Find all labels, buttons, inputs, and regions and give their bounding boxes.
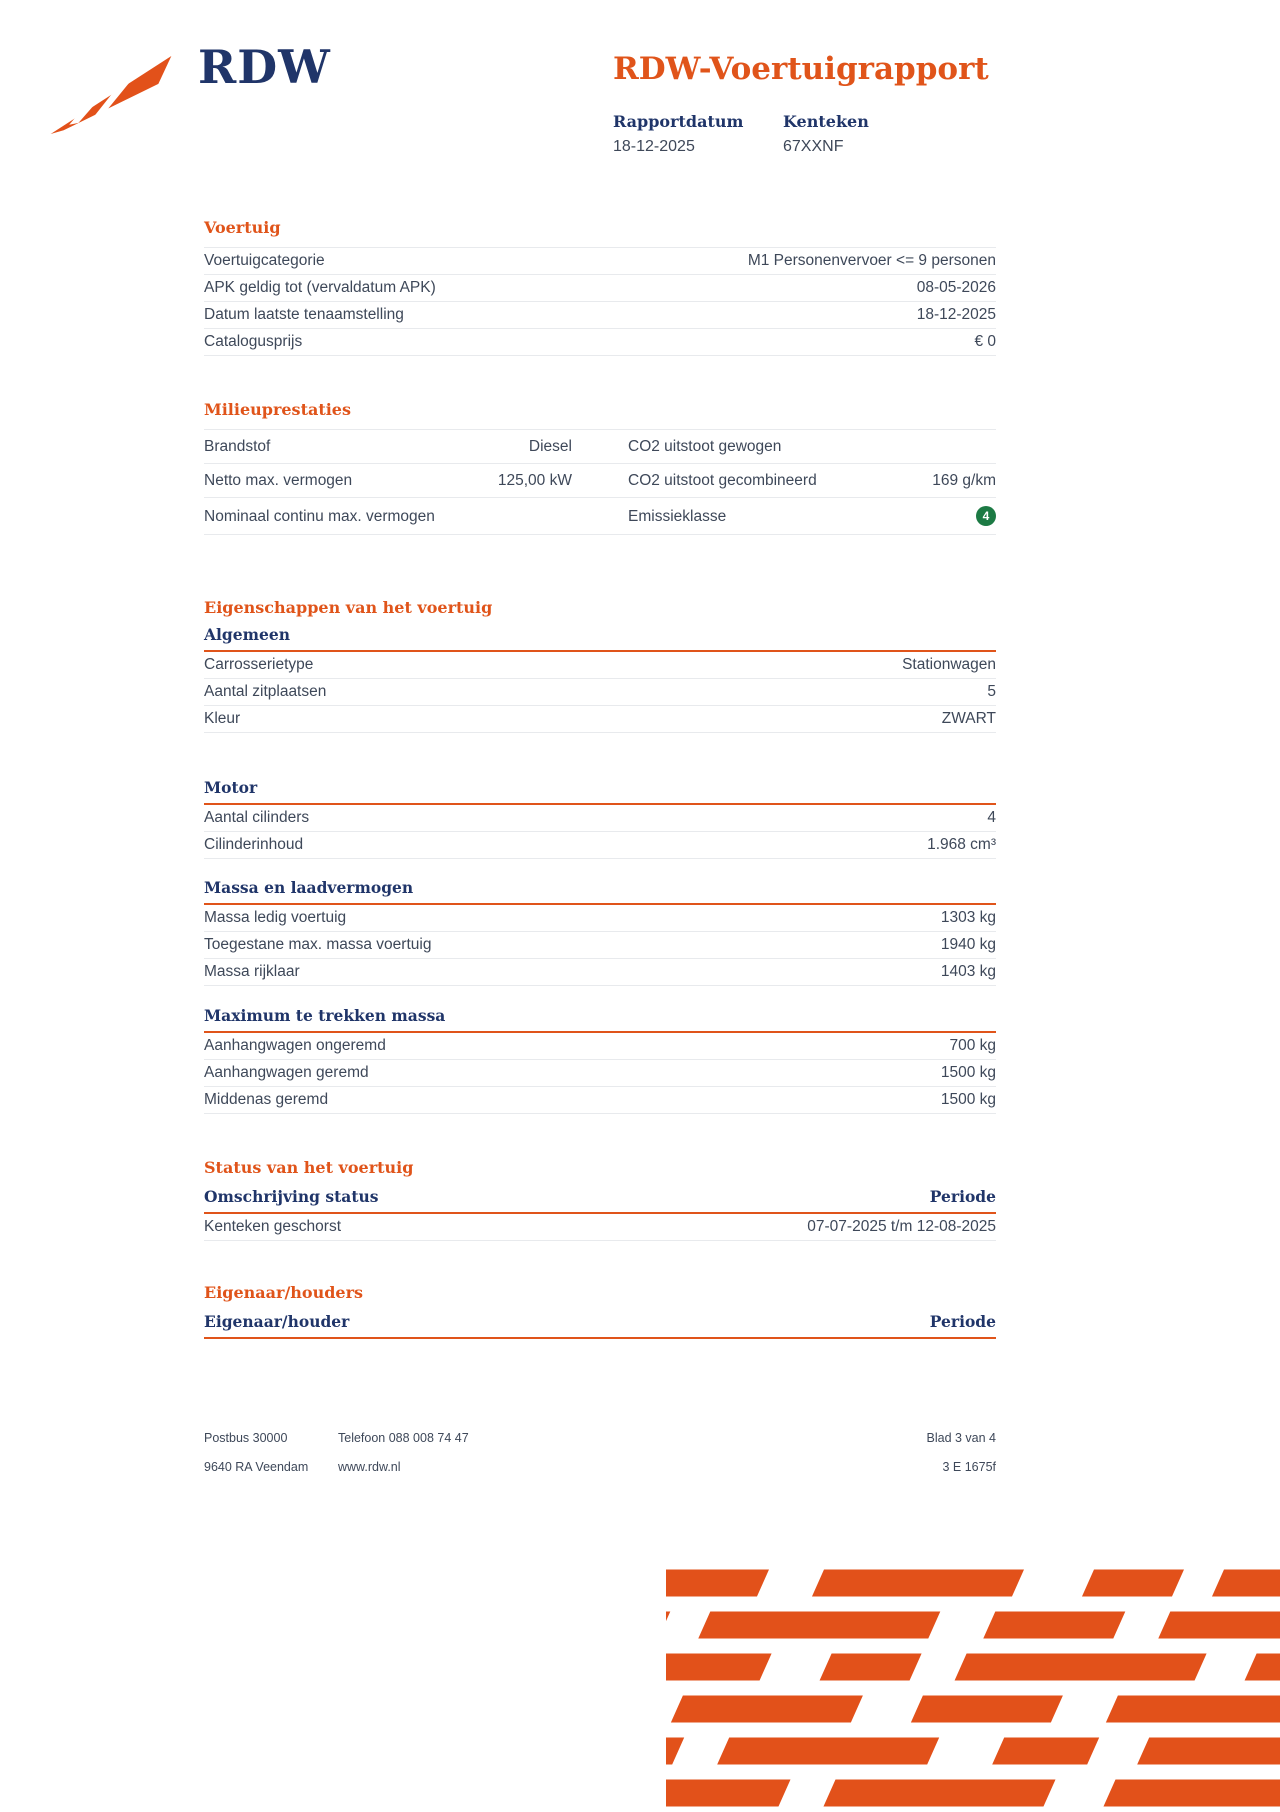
- table-row: [204, 1214, 996, 1241]
- row-value: M1 Personenvervoer <= 9 personen: [747, 252, 996, 269]
- row-label: Cilinderinhoud: [204, 836, 304, 853]
- table-row: [204, 905, 996, 932]
- table-cell: [204, 508, 572, 525]
- row-value: 4: [987, 809, 996, 826]
- table-row: [204, 275, 996, 302]
- row-label: CO2 uitstoot gewogen: [628, 438, 782, 455]
- group-title: Maximum te trekken massa: [204, 1006, 996, 1033]
- table-row: [204, 706, 996, 733]
- table-row: [204, 498, 996, 535]
- section-heading: Status van het voertuig: [204, 1158, 414, 1177]
- table-row: [204, 1087, 996, 1114]
- section-milieuprestaties: [204, 400, 996, 535]
- row-value: ZWART: [941, 710, 996, 727]
- row-value: 1940 kg: [940, 936, 996, 953]
- group-title: Algemeen: [204, 625, 996, 652]
- page-title: RDW-Voertuigrapport: [613, 51, 989, 87]
- row-value: 07-07-2025 t/m 12-08-2025: [807, 1218, 996, 1235]
- group-motor: [204, 778, 996, 859]
- table-row: [204, 832, 996, 859]
- row-label: Netto max. vermogen: [204, 472, 353, 489]
- report-header: [613, 50, 1080, 156]
- row-value: € 0: [974, 333, 996, 350]
- status-table-header: [204, 1187, 996, 1214]
- row-value: 5: [987, 683, 996, 700]
- row-value: 1303 kg: [940, 909, 996, 926]
- row-label: Emissieklasse: [628, 507, 727, 525]
- license-plate-block: [783, 112, 953, 156]
- footer-phone: Telefoon 088 008 74 47: [338, 1431, 469, 1445]
- emission-class-badge: 4: [976, 506, 996, 526]
- row-label: Middenas geremd: [204, 1091, 329, 1108]
- footer-paging: [927, 1432, 997, 1490]
- periode-col-header: Periode: [929, 1187, 996, 1206]
- table-row: [204, 464, 996, 498]
- row-label: Carrosserietype: [204, 656, 314, 673]
- report-date-block: [613, 112, 783, 156]
- group-table: [204, 652, 996, 733]
- row-value: 1500 kg: [940, 1064, 996, 1081]
- table-row: [204, 248, 996, 275]
- table-cell: [628, 438, 996, 455]
- group-trekken-massa: [204, 1006, 996, 1114]
- status-col-header: Omschrijving status: [204, 1187, 379, 1206]
- row-value: 125,00 kW: [497, 472, 572, 489]
- table-row: [204, 430, 996, 464]
- row-value: 08-05-2026: [916, 279, 996, 296]
- table-row: [204, 679, 996, 706]
- footer-decorative-pattern: [666, 1565, 1280, 1812]
- report-date-value: 18-12-2025: [613, 138, 695, 155]
- table-cell: [628, 506, 996, 526]
- row-label: CO2 uitstoot gecombineerd: [628, 472, 817, 489]
- footer-page-indicator: Blad 3 van 4: [926, 1431, 996, 1445]
- voertuig-table: [204, 247, 996, 356]
- row-label: Aanhangwagen geremd: [204, 1064, 369, 1081]
- section-status: [204, 1158, 996, 1241]
- section-heading: Voertuig: [204, 218, 281, 237]
- table-row: [204, 652, 996, 679]
- section-eigenschappen: [204, 598, 996, 1128]
- row-label: Datum laatste tenaamstelling: [204, 306, 404, 323]
- row-label: Aantal cilinders: [204, 809, 310, 826]
- row-label: Massa ledig voertuig: [204, 909, 347, 926]
- footer-doc-code: 3 E 1675f: [942, 1460, 996, 1474]
- report-meta: [613, 112, 1080, 156]
- license-plate-label: Kenteken: [783, 112, 869, 131]
- group-algemeen: [204, 625, 996, 733]
- table-row: [204, 932, 996, 959]
- row-value: 169 g/km: [932, 472, 996, 489]
- row-label: APK geldig tot (vervaldatum APK): [204, 279, 436, 296]
- row-value: 700 kg: [949, 1037, 996, 1054]
- section-heading: Eigenschappen van het voertuig: [204, 598, 493, 617]
- rdw-logo-icon: [50, 56, 172, 139]
- page-footer: [204, 1432, 996, 1490]
- row-label: Massa rijklaar: [204, 963, 300, 980]
- row-value: 1500 kg: [940, 1091, 996, 1108]
- table-row: [204, 1033, 996, 1060]
- group-massa: [204, 878, 996, 986]
- table-row: [204, 1060, 996, 1087]
- section-voertuig: [204, 218, 996, 356]
- footer-address-line2: 9640 RA Veendam: [204, 1460, 309, 1474]
- section-heading: Milieuprestaties: [204, 400, 351, 419]
- table-row: [204, 959, 996, 986]
- row-label: Toegestane max. massa voertuig: [204, 936, 432, 953]
- footer-website: www.rdw.nl: [338, 1460, 401, 1474]
- row-label: Brandstof: [204, 438, 271, 455]
- row-label: Kenteken geschorst: [204, 1218, 342, 1235]
- rdw-wordmark: RDW: [198, 40, 331, 94]
- table-cell: [628, 472, 996, 489]
- table-row: [204, 329, 996, 356]
- group-table: [204, 805, 996, 859]
- milieu-table: [204, 429, 996, 535]
- footer-address-line1: Postbus 30000: [204, 1431, 288, 1445]
- row-value: 1403 kg: [940, 963, 996, 980]
- group-table: [204, 905, 996, 986]
- report-date-label: Rapportdatum: [613, 112, 744, 131]
- table-cell: [204, 438, 572, 455]
- license-plate-value: 67XXNF: [783, 138, 844, 155]
- row-label: Nominaal continu max. vermogen: [204, 507, 435, 525]
- table-row: [204, 302, 996, 329]
- table-cell: [204, 472, 572, 489]
- group-title: Motor: [204, 778, 996, 805]
- row-value: 18-12-2025: [916, 306, 996, 323]
- row-value: 1.968 cm³: [927, 836, 996, 853]
- eigenaar-table-header: [204, 1312, 996, 1339]
- group-table: [204, 1033, 996, 1114]
- row-label: Catalogusprijs: [204, 333, 303, 350]
- footer-address: [204, 1432, 338, 1490]
- row-label: Kleur: [204, 710, 241, 727]
- row-value: Diesel: [528, 438, 572, 455]
- section-heading: Eigenaar/houders: [204, 1283, 364, 1302]
- section-eigenaar: [204, 1283, 996, 1339]
- row-label: Aantal zitplaatsen: [204, 683, 327, 700]
- table-row: [204, 805, 996, 832]
- eigenaar-col-header: Eigenaar/houder: [204, 1312, 350, 1331]
- row-label: Voertuigcategorie: [204, 252, 325, 269]
- group-title: Massa en laadvermogen: [204, 878, 996, 905]
- status-table: [204, 1214, 996, 1241]
- footer-contact: [338, 1432, 927, 1490]
- row-value: Stationwagen: [902, 656, 996, 673]
- periode-col-header: Periode: [929, 1312, 996, 1331]
- row-label: Aanhangwagen ongeremd: [204, 1037, 386, 1054]
